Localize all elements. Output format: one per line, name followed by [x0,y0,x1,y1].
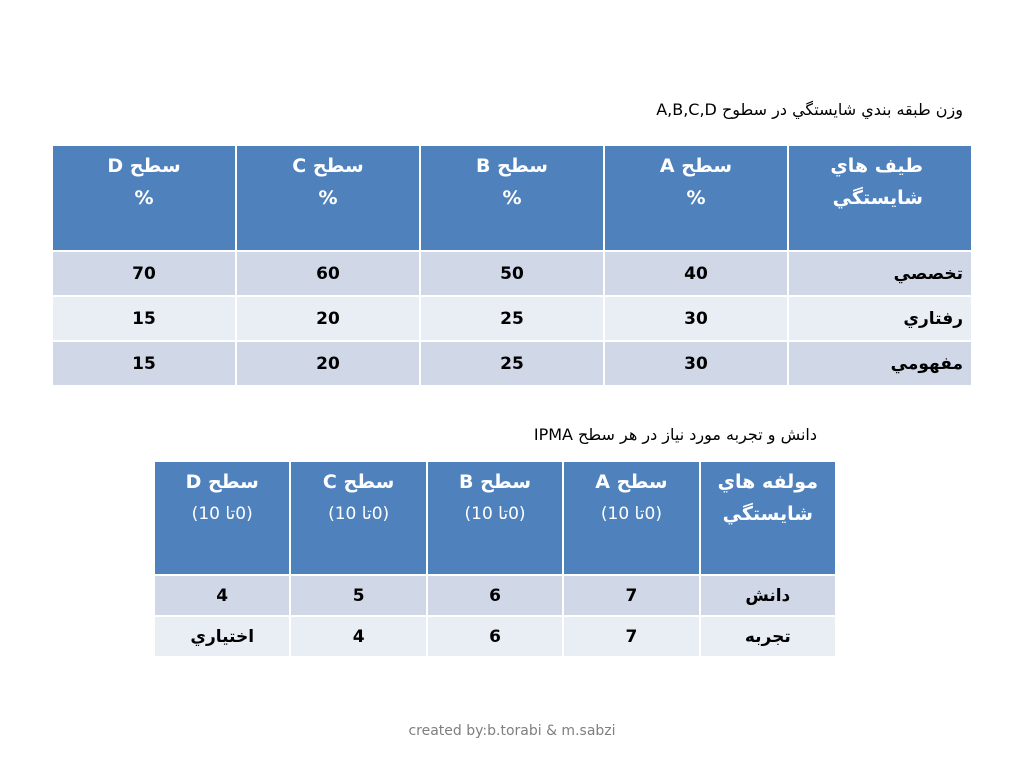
cell-level-d: اختياري [154,616,290,657]
cell-level-b: 25 [420,296,604,341]
table-row [52,296,972,341]
competence-weight-table [51,144,973,387]
cell-level-b: 50 [420,251,604,296]
cell-level-d: 15 [52,341,236,386]
cell-level-c: 5 [290,575,426,616]
header-competence-range: طيف هاي شايستگي [788,145,972,251]
cell-level-a: 40 [604,251,788,296]
cell-level-c: 20 [236,341,420,386]
cell-level-d: 4 [154,575,290,616]
header-level-b: سطح B (0تا 10) [427,461,563,575]
cell-level-b: 6 [427,616,563,657]
table-header-row [52,145,972,251]
table-row [154,616,836,657]
header-competence-component: مولفه هاي شايستگي [700,461,836,575]
cell-level-b: 25 [420,341,604,386]
table-row [154,575,836,616]
cell-level-a: 30 [604,341,788,386]
cell-level-d: 15 [52,296,236,341]
header-level-d: سطح D % [52,145,236,251]
cell-level-c: 20 [236,296,420,341]
row-label: تخصصي [788,251,972,296]
row-label: مفهومي [788,341,972,386]
slide-title-knowledge-experience: دانش و تجربه مورد نياز در هر سطح IPMA [533,425,817,444]
cell-level-d: 70 [52,251,236,296]
header-level-b: سطح B % [420,145,604,251]
header-level-c: سطح C (0تا 10) [290,461,426,575]
row-label: رفتاري [788,296,972,341]
cell-level-a: 7 [563,575,699,616]
cell-level-c: 4 [290,616,426,657]
header-level-a: سطح A % [604,145,788,251]
table-row [52,251,972,296]
table-header-row [154,461,836,575]
table-row [52,341,972,386]
header-level-a: سطح A (0تا 10) [563,461,699,575]
header-level-d: سطح D (0تا 10) [154,461,290,575]
row-label: دانش [700,575,836,616]
slide-title-levels-weight: وزن طبقه بندي شايستگي در سطوح A,B,C,D [656,100,963,119]
cell-level-c: 60 [236,251,420,296]
cell-level-a: 30 [604,296,788,341]
knowledge-experience-table [153,460,837,658]
row-label: تجربه [700,616,836,657]
cell-level-a: 7 [563,616,699,657]
cell-level-b: 6 [427,575,563,616]
header-level-c: سطح C % [236,145,420,251]
footer-credit: created by:b.torabi & m.sabzi [408,723,616,739]
